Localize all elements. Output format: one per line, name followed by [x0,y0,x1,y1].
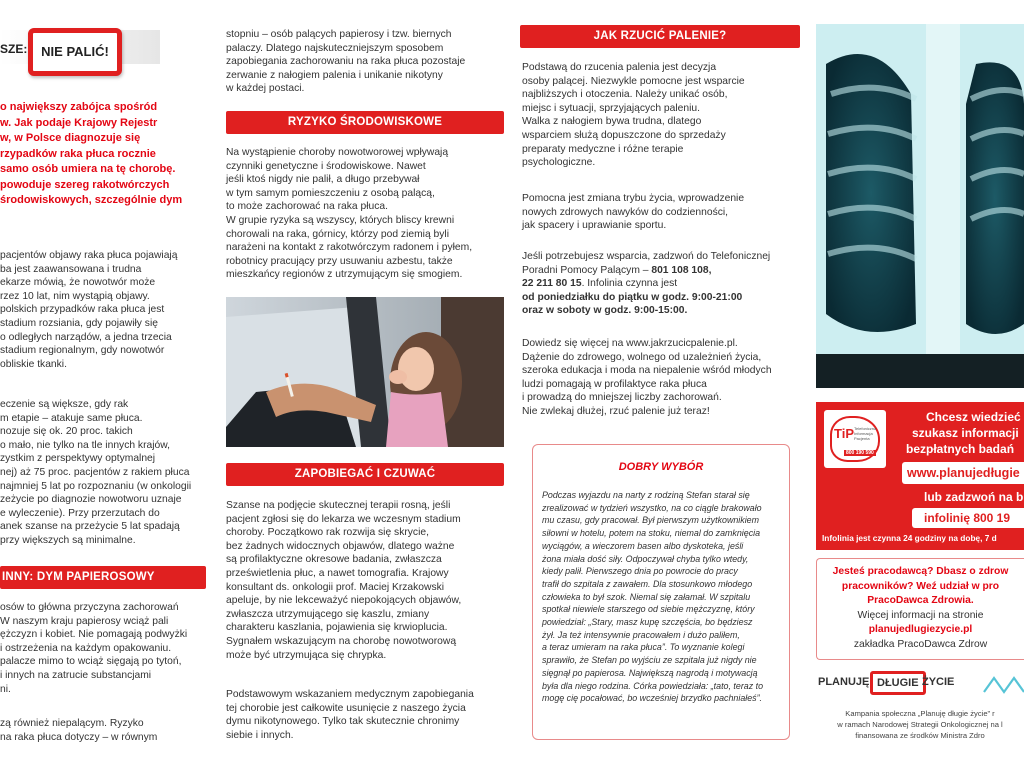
text-line: Walka z nałogiem bywa trudna, dlatego [522,116,702,128]
text-line: osoby palącej. Niezwykle pomocne jest wsparcie [522,75,745,87]
employer-line: PracoDawca Zdrowia. [867,595,974,606]
text-line: Pomocna jest zmiana trybu życia, wprowadzenie [522,193,745,204]
helpline-hours-weekday: od poniedziałku do piątku w godz. 9:00-21:00 [522,291,743,303]
cta-line: szukasz informacji [912,426,1019,440]
tip-logo [824,410,886,468]
employer-line: Jesteś pracodawcą? Dbasz o zdrow [832,566,1009,577]
text-fragment: Poradni Pomocy Palącym – [522,264,652,276]
infolinia-cta-panel [816,402,1024,550]
text-line: przy większych są minimalne. [0,534,136,546]
text-line: stadium regionalnym, gdy nowotwór [0,345,165,357]
text-line: ni. [0,683,11,695]
smoking-car-illustration [226,297,504,447]
smoking-car-photo [226,297,504,447]
cta-phone-text: infolinię 800 19 [924,511,1011,525]
campaign-footer [816,708,1024,741]
intro-line: środowiskowych, szczególnie dym [0,194,183,206]
text-line: szeroka edukacja i moda na niepalenie wśród młodych [522,365,772,377]
text-line: sprawiło, że Stefan po wyjściu ze szpitala już nigdy nie [542,655,757,666]
col1-paragraph-1 [0,249,212,371]
text-line: Podstawowym wskazaniem medycznym zapobiegania [226,689,474,700]
text-line: żona miała dość siły. Odpoczywał chyba tylko wtedy, [542,553,749,564]
text-fragment: . Infolinia czynna jest [581,278,678,290]
text-line: o odległych narządów, a jedna trzecia [0,331,172,343]
text-line: Nie zwlekaj dłużej, rzuć palenie już teraz! [522,405,710,417]
footer-line: Kampania społeczna „Planuję długie życie” r [845,709,995,718]
text-line: obliskie tkanki. [0,358,67,370]
text-line: tej chorobie jest całkowite usunięcie z naszego życia [226,702,466,714]
text-line: pacjentów objawy raka płuca pojawiają [0,250,178,261]
zapobiegac-banner: ZAPOBIEGAĆ I CZUWAĆ [226,463,504,486]
tip-logo-caption: Telefoniczna Informacja Pacjenta [854,426,877,441]
text-line: ekarze mówią, że nowotwór może [0,277,156,289]
text-line: zystkim z perspektywy optymalnej [0,453,156,465]
prevention-paragraph [226,499,508,662]
nie-palic-text: NIE PALIĆ! [41,44,109,59]
col1-paragraph-2 [0,398,212,548]
text-line: siłowni w hotelu, potem na stoku, niemal do zamknięcia [542,528,761,539]
ryzyko-srodowiskowe-banner: RYZYKO ŚRODOWISKOWE [226,111,504,134]
text-line: stopniu – osób palących papierosy i tzw. biernych [226,29,452,40]
text-line: Dowiedz się więcej na www.jakrzucicpalenie.pl. [522,338,738,349]
text-line: sięgnął po papierosa. Największą nagrodą i motywacją [542,667,758,678]
last-paragraph [226,688,508,742]
tip-logo-text: TiP [834,426,854,441]
text-line: konsultant ds. onkologii prof. Maciej Krzakowski [226,581,445,593]
env-risk-paragraph [226,146,508,282]
text-line: Jeśli potrzebujesz wsparcia, zadzwoń do Telefonicznej [522,251,771,262]
text-line: e wyleczenie). Przy przerzutach do [0,507,160,519]
text-line: są profilaktyczne okresowe badania, zwłaszcza [226,554,442,566]
intro-line: samo osób umiera na tę chorobę. [0,163,176,175]
text-line: zapobiegania zachorowaniu na raka płuca pozostaje [226,56,466,68]
cta-line: Chcesz wiedzieć [926,410,1021,424]
text-line: anek szanse na przeżycie 5 lat spadają [0,521,180,533]
text-line: W naszym kraju papierosy wciąż pali [0,615,169,627]
text-line: choroby. Początkowo rak rozwija się skrycie, [226,527,429,539]
box-story [542,489,789,705]
text-line: trafił do szpitala z zawałem. Dla stosunkowo młodego [542,578,753,589]
text-line: w tym samym pomieszczeniu z osobą palącą, [226,187,435,199]
cta-hours: Infolinia jest czynna 24 godziny na dobę, 7 d [822,533,997,543]
employer-link[interactable]: planujedlugiezycie.pl [868,624,973,635]
text-line: kiedy palił. Pierwszego dnia po powrocie do pracy [542,566,738,577]
text-line: chorowali na raka, górnicy, którzy pod ziemią byli [226,228,450,240]
text-line: żył. Ja też intensywnie pracowałem i dużo paliłem, [542,629,740,640]
text-line: rzez 10 lat, nim wystąpią objawy. [0,290,150,302]
text-line: palacze mimo to wciąż sięgają po tytoń, [0,656,182,668]
cta-url-button[interactable] [902,462,1024,484]
text-line: zą również niepalącym. Ryzyko [0,718,144,729]
dym-papierosowy-banner: INNY: DYM PAPIEROSOWY [0,566,206,589]
text-line: wsparciem służą dopuszczone do sprzedaży [522,129,726,141]
xray-illustration [816,24,1024,388]
quit-paragraph-2 [522,192,802,233]
helpline-phone-1: 801 108 108, [651,264,712,276]
text-line: charakteru kaszlania, pojawienia się krwioplucia. [226,622,448,634]
text-line: Szanse na podjęcie skutecznej terapii rosną, jeśli [226,500,451,511]
header-prefix: SZE: [0,42,28,56]
col2-top-paragraph [226,28,506,96]
text-line: narażeni na kontakt z rakotwórczym radonem i pyłem, [226,242,473,254]
text-line: czynniki genetyczne i środowiskowe. Nawet [226,160,426,172]
text-line: palaczy. Dlatego najskuteczniejszym sposobem [226,42,444,54]
intro-text [0,100,212,209]
text-line: zwłaszcza utrzymującego się kaszlu, zmiany [226,608,430,620]
text-line: miejsc i sytuacji, sprzyjających paleniu. [522,102,700,114]
text-line: najmniej 5 lat po rozpoznaniu (w onkologii [0,480,192,492]
text-line: ężczyzn i kobiet. Nie pomagają podwyżki [0,629,188,641]
text-line: Podczas wyjazdu na narty z rodziną Stefan starał się [542,490,750,500]
intro-line: o największy zabójca spośród [0,101,158,113]
text-line: dymu nikotynowego. Tylko tak skutecznie chronimy [226,716,460,728]
text-line: to może zachorować na raka płuca. [226,201,388,213]
text-line [522,264,802,278]
text-line: stadium rozsiania, gdy pojawiły się [0,317,158,329]
text-line: prześwietlenia płuc, a nawet tomografia. Krajowy [226,567,449,579]
text-line: Podstawą do rzucenia palenia jest decyzja [522,62,717,73]
intro-line: rzypadków raka płuca rocznie [0,147,156,160]
text-line: osów to główna przyczyna zachorowań [0,602,179,613]
more-info-paragraph [522,337,802,419]
tip-logo-phone: 800 190 590 [846,450,874,456]
employer-line: zakładka PracoDawca Zdrow [853,638,988,650]
text-line: W grupie ryzyka są wszyscy, których bliscy krewni [226,214,455,226]
logo-word: ŻYCIE [922,676,955,688]
helpline-hours-saturday: oraz w soboty w godz. 9:00-15:00. [522,305,688,317]
text-line: Sygnałem wskazującym na chorobę nowotworową [226,635,457,647]
cta-line: bezpłatnych badań [906,442,1015,456]
text-line: była dla niego rodzina. Córka powiedziała: „tato, teraz to [542,680,764,691]
text-line: nowych zdrowych nawyków do codzienności, [522,206,729,218]
text-line: jeśli ktoś nigdy nie palił, a długo przebywał [226,174,420,186]
cta-phone-button[interactable] [912,508,1024,528]
intro-line: powoduje szereg rakotwórczych [0,178,170,191]
chest-xray-image [816,24,1024,388]
text-line: mu czasu, gdy pracował. Był pierwszym użytkownikiem [542,515,760,526]
text-line: zeżycie po diagnozie nowotworu uznaje [0,494,182,506]
text-line: wyciągów, a wieczorem basen albo dyskoteka, jeśli [542,540,744,551]
quit-paragraph-1 [522,61,802,170]
planuje-dlugie-zycie-logo [816,670,1024,696]
text-line: jak spacery i uprawianie sportu. [522,220,667,232]
text-line: Dążenie do zdrowego, wolnego od uzależnień życia, [522,351,762,363]
text-line: człowieka to był szok. Niemal się załamał. W szpitalu [542,591,751,602]
text-line: ba jest zaawansowana i trudna [0,263,142,275]
text-line: polskich przypadków raka płuca jest [0,304,165,316]
text-line: eczenie są większe, gdy rak [0,399,129,410]
logo-word-highlight: DŁUGIE [870,671,926,695]
intro-line: w. Jak podaje Krajowy Rejestr [0,116,158,129]
text-line: psychologiczne. [522,157,596,169]
text-line: zrealizować w tydzień wszystko, na co ciągle brakowało [542,502,762,513]
logo-word: PLANUJĘ [818,676,870,688]
intro-line: w, w Polsce diagnozuje się [0,132,141,144]
jak-rzucic-banner: JAK RZUCIĆ PALENIE? [520,25,800,48]
text-line: ludzi pomagają w profilaktyce raka płuca [522,378,707,390]
text-line: robotnicy pracujący przy usuwaniu azbestu, także [226,255,453,267]
text-line: najbliższych i otoczenia. Należy unikać osób, [522,89,728,101]
cta-url-text: www.planujedługie [907,466,1020,480]
employer-line: pracowników? Weź udział w pro [841,580,1000,592]
cta-line: lub zadzwoń na b [924,490,1024,504]
text-line: apeluje, by nie lekceważyć niepokojących objawów, [226,595,462,607]
text-line: może być utrzymująca się chrypka. [226,649,387,661]
helpline-paragraph [522,250,802,318]
text-line: powiedział: „Stary, masz kupę szczęścia, bo będziesz [542,617,753,628]
text-line: m etapie – atakuje same płuca. [0,412,143,424]
box-title: DOBRY WYBÓR [618,461,704,473]
col1-paragraph-3 [0,601,212,696]
text-line: pacjent zgłosi się do lekarza we wczesnym stadium [226,513,461,525]
text-line: bez żadnych widocznych objawów, dlatego ważne [226,540,455,552]
text-line: zerwanie z nałogiem palenia i unikanie nikotyny [226,69,443,81]
nie-palic-badge [28,28,122,76]
footer-line: w ramach Narodowej Strategii Onkologicznej na l [837,720,1003,729]
text-line: nej) aż 75 proc. pacjentów z rakiem płuca [0,466,190,478]
text-line: a teraz umieram na raka płuca”. To wyznanie kolegi [542,642,745,653]
text-line: w każdej postaci. [226,83,305,95]
footer-line: finansowana ze środków Ministra Zdro [855,731,985,740]
text-line: i innych na zatrucie substancjami [0,669,152,681]
text-line: nozuje się ok. 20 proc. takich [0,426,133,438]
text-line: i ostrzeżenia na każdym opakowaniu. [0,642,172,654]
employer-line: Więcej informacji na stronie [857,609,984,621]
text-line: spotkał niewiele starszego od siebie mężczyznę, który [542,604,755,615]
dobry-wybor-box [532,444,790,740]
helpline-phone-2: 22 211 80 15 [522,278,582,290]
text-line: Na wystąpienie choroby nowotworowej wpływają [226,147,449,158]
text-line: siebie i innych. [226,729,294,741]
text-line: i prowadzą do mniejszej liczby zachorowań. [522,392,722,404]
col1-paragraph-4 [0,717,212,744]
text-line: na raka płuca dotyczy – w równym [0,731,158,743]
ministry-logo-icon [982,674,1024,694]
text-line: preparaty medyczne i różne terapie [522,143,684,155]
text-line: o mało, nie tylko na tle innych krajów, [0,439,170,451]
employer-box [816,558,1024,660]
text-line [522,277,802,291]
text-line: mieszkańcy regionów z utrzymującym się smogiem. [226,269,463,281]
text-line: mogę cię pocałować, bo wcześniej brzydko pachniałeś”. [542,693,763,704]
